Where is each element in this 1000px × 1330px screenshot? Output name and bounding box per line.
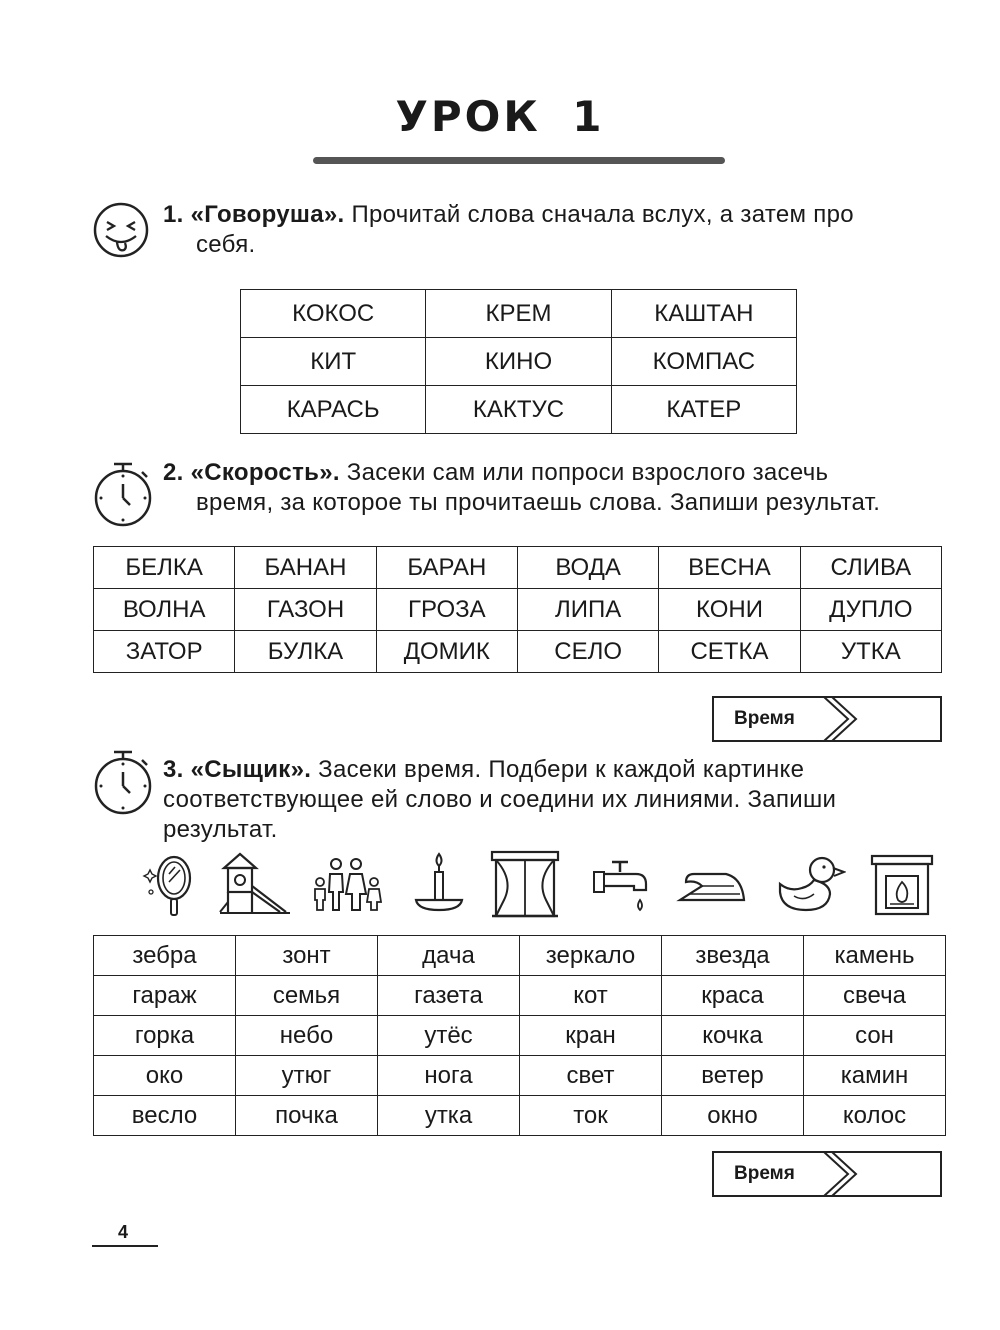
task2-instruction (163, 458, 943, 518)
word-cell: свет (520, 1056, 662, 1096)
word-cell: ЗАТОР (94, 631, 235, 673)
task3-instruction (163, 755, 943, 845)
word-cell: горка (94, 1016, 236, 1056)
word-cell: КОКОС (241, 290, 426, 338)
word-cell: кот (520, 976, 662, 1016)
table-row (94, 1016, 946, 1056)
time-result-field[interactable] (712, 1151, 942, 1197)
word-cell: кран (520, 1016, 662, 1056)
word-cell: семья (236, 976, 378, 1016)
word-cell: СЕЛО (517, 631, 658, 673)
playground-slide-icon (218, 850, 294, 916)
word-cell: око (94, 1056, 236, 1096)
word-cell: окно (662, 1096, 804, 1136)
word-cell: небо (236, 1016, 378, 1056)
time-label: Время (734, 1163, 795, 1184)
task1-word-table (240, 289, 797, 434)
word-cell: утка (378, 1096, 520, 1136)
fireplace-icon (870, 852, 934, 916)
word-cell: зеркало (520, 936, 662, 976)
table-row (94, 589, 942, 631)
word-cell: свеча (804, 976, 946, 1016)
word-cell: БАРАН (376, 547, 517, 589)
word-cell: СЛИВА (800, 547, 941, 589)
task3-text-line3: результат. (163, 816, 278, 843)
word-cell: КАТЕР (611, 386, 796, 434)
word-cell: СЕТКА (659, 631, 800, 673)
word-cell: КРЕМ (426, 290, 611, 338)
word-cell: ЛИПА (517, 589, 658, 631)
word-cell: кочка (662, 1016, 804, 1056)
table-row (94, 547, 942, 589)
word-cell: весло (94, 1096, 236, 1136)
window-icon (490, 850, 560, 920)
task1-text-line2: себя. (196, 231, 256, 258)
word-cell: газета (378, 976, 520, 1016)
mirror-icon (142, 852, 198, 918)
word-cell: БАНАН (235, 547, 376, 589)
word-cell: КАРАСЬ (241, 386, 426, 434)
word-cell: утёс (378, 1016, 520, 1056)
table-row (94, 1056, 946, 1096)
word-cell: сон (804, 1016, 946, 1056)
word-cell: КИНО (426, 338, 611, 386)
task1-name: «Говоруша». (190, 201, 345, 228)
table-row (94, 976, 946, 1016)
word-cell: почка (236, 1096, 378, 1136)
lesson-title: УРОК 1 (395, 92, 605, 141)
word-cell: ток (520, 1096, 662, 1136)
family-icon (312, 856, 384, 912)
stopwatch-icon (92, 748, 154, 816)
table-row (241, 290, 797, 338)
task3-text-line2: соответствующее ей слово и соедини их линиями. Запиши (163, 786, 837, 813)
page-number: 4 (118, 1222, 129, 1242)
table-row (94, 1096, 946, 1136)
task2-word-table (93, 546, 942, 673)
word-cell: ГРОЗА (376, 589, 517, 631)
word-cell: краса (662, 976, 804, 1016)
stopwatch-icon (92, 460, 154, 528)
word-cell: камин (804, 1056, 946, 1096)
task3-text-line1: Засеки время. Подбери к каждой картинке (318, 756, 805, 783)
word-cell: КИТ (241, 338, 426, 386)
word-cell: гараж (94, 976, 236, 1016)
task1-number: 1. (163, 201, 184, 228)
task2-name: «Скорость». (190, 459, 340, 486)
task2-number: 2. (163, 459, 184, 486)
word-cell: КАШТАН (611, 290, 796, 338)
table-row (241, 386, 797, 434)
word-cell: БЕЛКА (94, 547, 235, 589)
time-result-field[interactable] (712, 696, 942, 742)
table-row (94, 936, 946, 976)
word-cell: колос (804, 1096, 946, 1136)
word-cell: зонт (236, 936, 378, 976)
task1-text-line1: Прочитай слова сначала вслух, а затем про (351, 201, 854, 228)
word-cell: камень (804, 936, 946, 976)
word-cell: КАКТУС (426, 386, 611, 434)
word-cell: БУЛКА (235, 631, 376, 673)
word-cell: ВОЛНА (94, 589, 235, 631)
word-cell: ветер (662, 1056, 804, 1096)
talking-face-icon (92, 202, 152, 258)
word-cell: нога (378, 1056, 520, 1096)
word-cell: утюг (236, 1056, 378, 1096)
word-cell: ДУПЛО (800, 589, 941, 631)
word-cell: зебра (94, 936, 236, 976)
task3-word-table (93, 935, 946, 1136)
faucet-icon (592, 858, 652, 920)
word-cell: ВЕСНА (659, 547, 800, 589)
task3-name: «Сыщик». (190, 756, 312, 783)
task2-text-line2: время, за которое ты прочитаешь слова. Запиши результат. (196, 489, 881, 516)
word-cell: звезда (662, 936, 804, 976)
word-cell: КОНИ (659, 589, 800, 631)
word-cell: УТКА (800, 631, 941, 673)
word-cell: ДОМИК (376, 631, 517, 673)
duck-icon (776, 854, 846, 912)
page-number-underline (92, 1245, 158, 1247)
table-row (94, 631, 942, 673)
table-row (241, 338, 797, 386)
word-cell: КОМПАС (611, 338, 796, 386)
word-cell: ВОДА (517, 547, 658, 589)
task3-number: 3. (163, 756, 184, 783)
time-label: Время (734, 708, 795, 729)
word-cell: ГАЗОН (235, 589, 376, 631)
iron-icon (676, 866, 748, 906)
task1-instruction (163, 200, 943, 260)
title-underline (313, 157, 725, 164)
task2-text-line1: Засеки сам или попроси взрослого засечь (346, 459, 829, 486)
word-cell: дача (378, 936, 520, 976)
candle-icon (412, 852, 466, 914)
